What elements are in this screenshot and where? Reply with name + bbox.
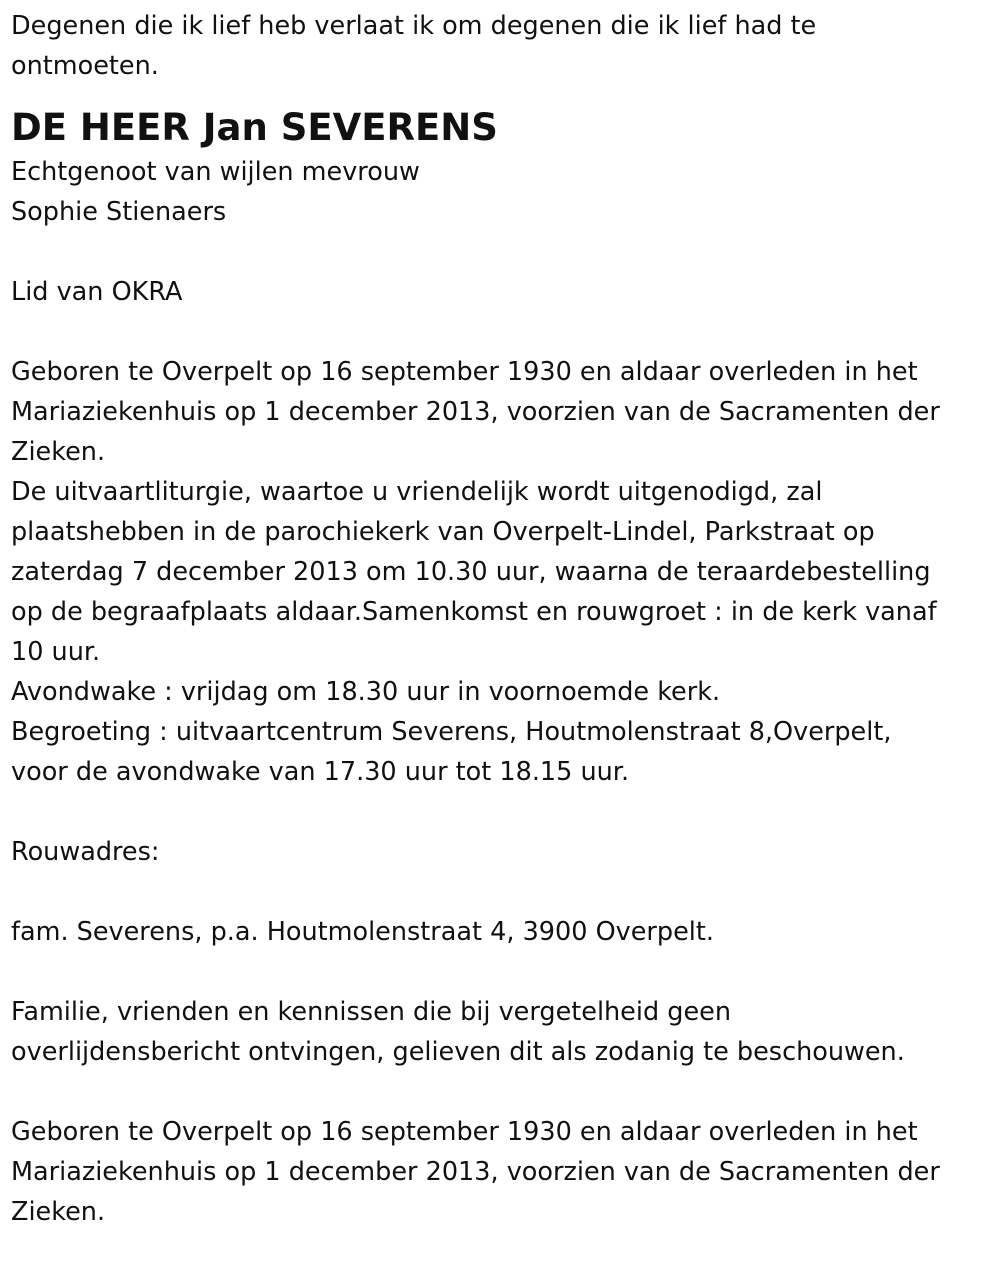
spacer [11,1072,1000,1112]
birth-death-repeat-line-2: Mariaziekenhuis op 1 december 2013, voorzien van de Sacramenten der [11,1157,940,1187]
wake-info: Avondwake : vrijdag om 18.30 uur in voornoemde kerk. [11,677,721,707]
funeral-line-3: zaterdag 7 december 2013 om 10.30 uur, waarna de teraardebestelling [11,557,931,587]
funeral-line-4: op de begraafplaats aldaar.Samenkomst en rouwgroet : in de kerk vanaf [11,597,937,627]
spacer [11,792,1000,832]
funeral-line-1: De uitvaartliturgie, waartoe u vriendelijk wordt uitgenodigd, zal [11,477,823,507]
funeral-line-2: plaatshebben in de parochiekerk van Overpelt-Lindel, Parkstraat op [11,517,875,547]
spacer [11,312,1000,352]
funeral-line-5: 10 uur. [11,637,101,667]
spacer [11,232,1000,272]
birth-death-line-1: Geboren te Overpelt op 16 september 1930 en aldaar overleden in het [11,357,918,387]
spouse-line-1: Echtgenoot van wijlen mevrouw [11,157,420,187]
birth-death-repeat-line-3: Zieken. [11,1197,106,1227]
notice-line-1: Familie, vrienden en kennissen die bij vergetelheid geen [11,997,731,1027]
birth-death-line-3: Zieken. [11,437,106,467]
notice-line-2: overlijdensbericht ontvingen, gelieven dit als zodanig te beschouwen. [11,1037,905,1067]
spouse-line-2: Sophie Stienaers [11,197,227,227]
spacer [11,872,1000,912]
address-label: Rouwadres: [11,837,160,867]
greeting-line-1: Begroeting : uitvaartcentrum Severens, Houtmolenstraat 8,Overpelt, [11,717,892,747]
membership: Lid van OKRA [11,277,183,307]
birth-death-line-2: Mariaziekenhuis op 1 december 2013, voorzien van de Sacramenten der [11,397,940,427]
mourning-address: fam. Severens, p.a. Houtmolenstraat 4, 3900 Overpelt. [11,917,714,947]
spacer [11,952,1000,992]
quote-line-1: Degenen die ik lief heb verlaat ik om degenen die ik lief had te [11,11,817,41]
quote-line-2: ontmoeten. [11,51,159,81]
birth-death-repeat-line-1: Geboren te Overpelt op 16 september 1930 en aldaar overleden in het [11,1117,918,1147]
greeting-line-2: voor de avondwake van 17.30 uur tot 18.15 uur. [11,757,630,787]
deceased-name: DE HEER Jan SEVERENS [11,106,498,149]
